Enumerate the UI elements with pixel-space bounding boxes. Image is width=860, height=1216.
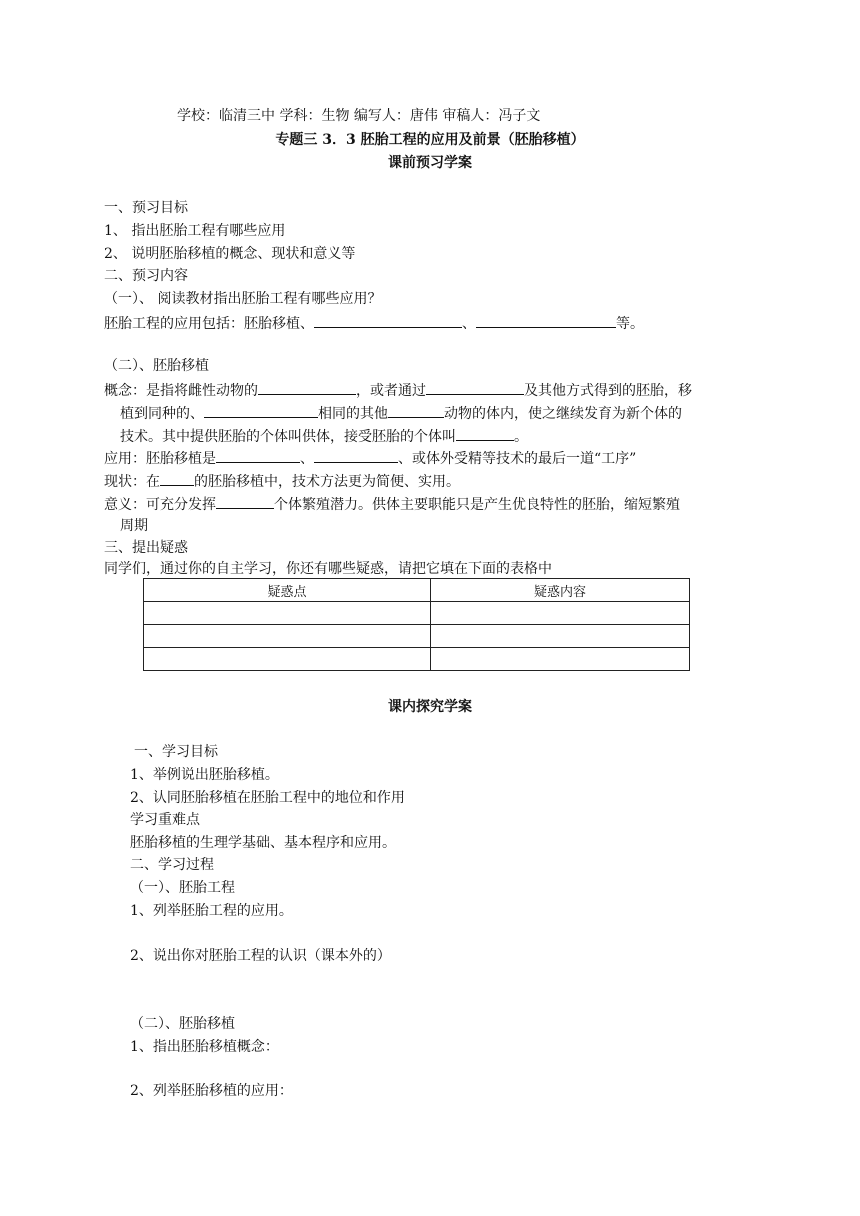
table-cell[interactable] [144, 602, 431, 625]
status-text-b: 的胚胎移植中，技术方法更为简便、实用。 [194, 474, 460, 490]
inquiry-part2-q2: 2、列举胚胎移植的应用： [130, 1083, 293, 1099]
blank-concept-3[interactable] [204, 402, 318, 418]
table-header-row [144, 579, 690, 602]
blank-concept-2[interactable] [426, 379, 524, 395]
concept-line-2 [120, 402, 682, 424]
concept-line-1 [104, 379, 692, 401]
inquiry-goals-heading: 一、学习目标 [134, 744, 218, 760]
concept-text-b: ，或者通过 [356, 383, 426, 399]
blank-concept-1[interactable] [258, 379, 356, 395]
preview-content-heading: 二、预习内容 [104, 268, 188, 284]
inquiry-key-text: 胚胎移植的生理学基础、基本程序和应用。 [130, 835, 396, 851]
blank-app-1[interactable] [216, 447, 300, 463]
app-text-c: 、或体外受精等技术的最后一道“工序” [398, 451, 637, 467]
table-cell[interactable] [431, 625, 690, 648]
table-cell[interactable] [431, 648, 690, 671]
meaning-line-2: 周期 [120, 518, 148, 534]
concept-text-d: 植到同种的、 [120, 406, 204, 422]
preview-goals-heading: 一、预习目标 [104, 200, 188, 216]
inquiry-key-heading: 学习重难点 [130, 812, 200, 828]
blank-status[interactable] [160, 470, 194, 486]
apps-text-a: 胚胎工程的应用包括：胚胎移植、 [104, 316, 314, 332]
concept-text-g: 技术。其中提供胚胎的个体叫供体，接受胚胎的个体叫 [120, 429, 456, 445]
concept-text-c: 及其他方式得到的胚胎，移 [524, 383, 692, 399]
meaning-text-b: 个体繁殖潜力。供体主要职能只是产生优良特性的胚胎，缩短繁殖 [274, 497, 680, 513]
section-title-preview: 课前预习学案 [388, 155, 472, 171]
table-header-content: 疑惑内容 [431, 579, 690, 602]
inquiry-part1-q2: 2、说出你对胚胎工程的认识（课本外的） [130, 948, 391, 964]
concept-text-e: 相同的其他 [318, 406, 388, 422]
blank-apps-2[interactable] [476, 312, 616, 328]
application-line [104, 447, 636, 469]
blank-concept-4[interactable] [388, 402, 444, 418]
concept-text-a: 概念：是指将雌性动物的 [104, 383, 258, 399]
preview-apps-line [104, 312, 644, 334]
inquiry-part1-heading: （一）、胚胎工程 [130, 880, 235, 896]
meaning-text-a: 意义：可充分发挥 [104, 497, 216, 513]
table-cell[interactable] [144, 625, 431, 648]
apps-text-c: 等。 [616, 316, 644, 332]
section-title-inquiry: 课内探究学案 [388, 699, 472, 715]
preview-goal-1: 1、 指出胚胎工程有哪些应用 [104, 223, 286, 239]
blank-app-2[interactable] [314, 447, 398, 463]
concept-text-f: 动物的体内，使之继续发育为新个体的 [444, 406, 682, 422]
preview-part1-heading: （一）、 阅读教材指出胚胎工程有哪些应用？ [104, 291, 382, 307]
apps-text-b: 、 [462, 316, 476, 332]
status-line [104, 470, 460, 492]
inquiry-goal-2: 2、认同胚胎移植在胚胎工程中的地位和作用 [130, 790, 405, 806]
table-row [144, 625, 690, 648]
blank-concept-5[interactable] [456, 425, 514, 441]
table-row [144, 602, 690, 625]
inquiry-part1-q1: 1、列举胚胎工程的应用。 [130, 903, 293, 919]
app-text-a: 应用：胚胎移植是 [104, 451, 216, 467]
doubts-table [143, 578, 690, 671]
status-text-a: 现状：在 [104, 474, 160, 490]
blank-meaning[interactable] [216, 493, 274, 509]
inquiry-process-heading: 二、学习过程 [130, 857, 214, 873]
doubts-heading: 三、提出疑惑 [104, 540, 188, 556]
preview-part2-heading: （二）、胚胎移植 [104, 358, 209, 374]
inquiry-goal-1: 1、举例说出胚胎移植。 [130, 767, 279, 783]
table-header-doubt: 疑惑点 [144, 579, 431, 602]
meaning-line-1 [104, 493, 680, 515]
concept-line-3 [120, 425, 528, 447]
table-cell[interactable] [431, 602, 690, 625]
inquiry-part2-heading: （二）、胚胎移植 [130, 1016, 235, 1032]
table-row [144, 648, 690, 671]
app-text-b: 、 [300, 451, 314, 467]
blank-apps-1[interactable] [314, 312, 462, 328]
preview-goal-2: 2、 说明胚胎移植的概念、现状和意义等 [104, 246, 356, 262]
document-meta: 学校：临清三中 学科：生物 编写人：唐伟 审稿人：冯子文 [177, 108, 541, 124]
document-title: 专题三 3．3 胚胎工程的应用及前景（胚胎移植） [275, 132, 585, 148]
inquiry-part2-q1: 1、指出胚胎移植概念： [130, 1039, 279, 1055]
concept-text-h: 。 [514, 429, 528, 445]
table-cell[interactable] [144, 648, 431, 671]
doubts-intro: 同学们，通过你的自主学习，你还有哪些疑惑，请把它填在下面的表格中 [104, 561, 552, 577]
